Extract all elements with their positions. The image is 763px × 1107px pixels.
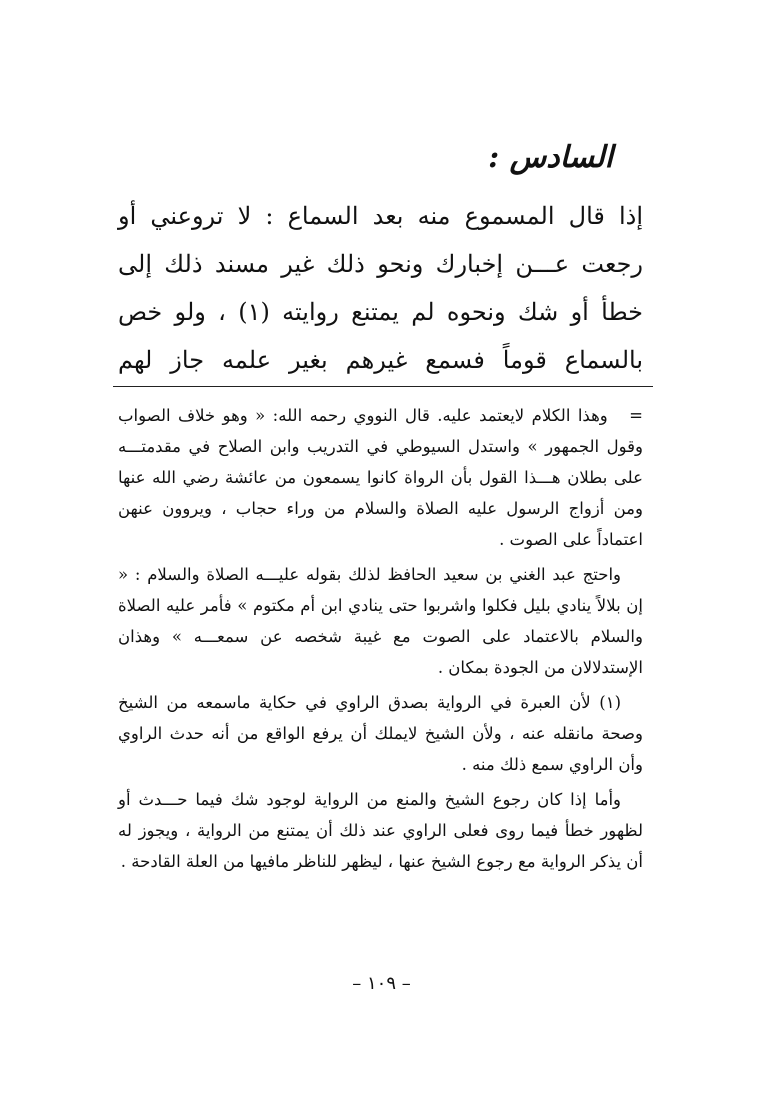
footnote-divider — [113, 386, 653, 387]
footnote-paragraph-4: وأما إذا كان رجوع الشيخ والمنع من الرواية لوجود شك فيما حـــدث أو لظهور خطأ فيما روى فعلى الراوي عند ذلك أن يمتنع من الرواية ، ويجوز له أن يذكر الرواية مع رجوع الشيخ عنها ، ليظهر للناظر مافيها من العلة القادحة . — [118, 790, 643, 871]
continuation-mark: = — [629, 406, 643, 425]
footnote-note-1: (١) لأن العبرة في الرواية بصدق الراوي في حكاية ماسمعه من الشيخ وصحة مانقله عنه ، ولأن الشيخ لايملك أن يرفع الواقع من أنه حدث الراوي وأن الراوي سمع ذلك منه . — [118, 693, 643, 774]
footnote-continuation-text: وهذا الكلام لايعتمد عليه. قال النووي رحمه الله: « وهو خلاف الصواب وقول الجمهور » واستدل السيوطي في التدريب وابن الصلاح في مقدمتـــه على بطلان هـــذا القول بأن الرواة كانوا يسمعون من عائشة رضي الله عنها ومن أزواج الرسول عليه الصلاة والسلام من وراء حجاب ، ويروون عنهن اعتماداً على الصوت . — [118, 406, 643, 549]
footnote-paragraph-2: واحتج عبد الغني بن سعيد الحافظ لذلك بقوله عليـــه الصلاة والسلام : « إن بلالاً ينادي بليل فكلوا واشربوا حتى ينادي ابن أم مكتوم » فأمر عليه الصلاة والسلام بالاعتماد على الصوت مع غيبة شخصه عن سمعـــه » وهذان الإستدلالان من الجودة بمكان . — [118, 565, 643, 677]
footnotes-section — [118, 400, 643, 881]
footnote-continuation — [118, 400, 643, 555]
main-text: إذا قال المسموع منه بعد السماع : لا تروعني أو رجعت عـــن إخبارك ونحو ذلك غير مسند ذلك إلى خطأ أو شك ونحوه لم يمتنع روايته (١) ، ولو خص بالسماع قوماً فسمع غيرهم بغير علمه جاز لهم — [118, 202, 643, 374]
page-number: – ١٠٩ – — [352, 973, 411, 994]
section-heading: السادس : — [488, 140, 613, 175]
